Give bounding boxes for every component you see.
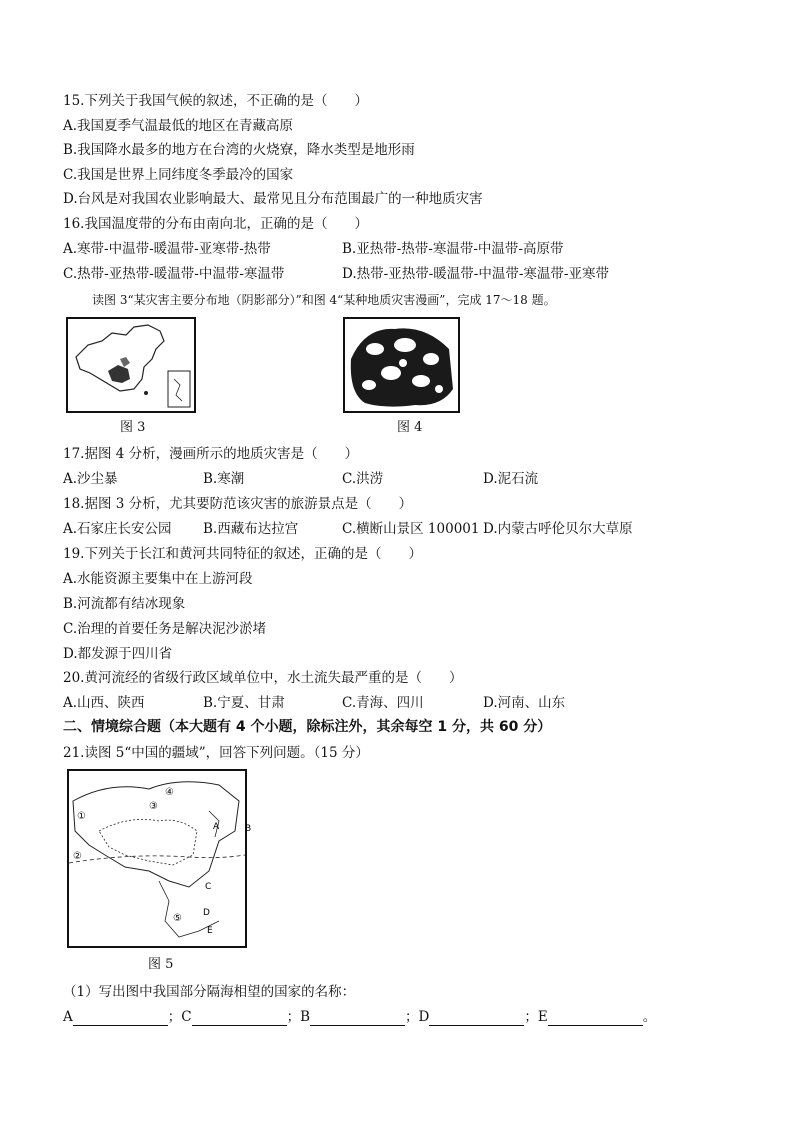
map-label-circle-3: ③ [149,801,158,812]
answer-blank-a[interactable] [73,1011,168,1026]
q16-option-c[interactable]: C.热带-亚热带-暖温带-中温带-寒温带 [63,266,285,282]
answer-blank-c[interactable] [192,1011,287,1026]
map-label-circle-1: ① [77,811,86,822]
q15-option-c[interactable]: C.我国是世界上同纬度冬季最冷的国家 [63,167,294,183]
q17-stem: 17.据图 4 分析，漫画所示的地质灾害是（ ） [63,446,359,462]
answer-label-e: ；E [524,1009,548,1025]
map-label-e: E [207,926,213,936]
disaster-shaded-area [108,365,130,383]
q21-stem: 21.读图 5“中国的疆域”，回答下列问题。（15 分） [63,745,369,761]
q16-option-a[interactable]: A.寒带-中温带-暖温带-亚寒带-热带 [63,241,271,257]
q20-option-c[interactable]: C.青海、四川 [342,695,424,711]
map-label-b: B [245,824,252,834]
answer-blank-b[interactable] [310,1011,405,1026]
figure-4-caption: 图 4 [397,420,423,435]
q20-option-b[interactable]: B.宁夏、甘肃 [203,695,285,711]
intro-17-18: 读图 3“某灾害主要分布地（阴影部分）”和图 4“某种地质灾害漫画”，完成 17～18 题。 [92,293,556,307]
q15-option-d[interactable]: D.台风是对我国农业影响最大、最常见且分布范围最广的一种地质灾害 [63,191,483,207]
q19-option-d[interactable]: D.都发源于四川省 [63,646,173,662]
q19-option-b[interactable]: B.河流都有结冰现象 [63,596,186,612]
figure-3-map [66,317,196,413]
map-label-circle-4: ④ [165,787,174,798]
q18-option-d[interactable]: D.内蒙古呼伦贝尔大草原 [483,521,633,537]
map-label-circle-2: ② [73,851,82,862]
q18-stem: 18.据图 3 分析，尤其要防范该灾害的旅游景点是（ ） [63,496,413,512]
map-label-a: A [213,822,220,832]
map-label-d: D [203,908,210,918]
q18-option-c[interactable]: C.横断山景区 100001 [342,521,480,537]
section-2-heading: 二、情境综合题（本大题有 4 个小题，除标注外，其余每空 1 分，共 60 分） [63,719,552,735]
q16-option-b[interactable]: B.亚热带-热带-寒温带-中温带-高原带 [342,241,564,257]
answer-label-d: ；D [405,1009,430,1025]
debris-flow-cartoon [345,319,458,411]
q19-option-c[interactable]: C.治理的首要任务是解决泥沙淤堵 [63,621,267,637]
q20-option-a[interactable]: A.山西、陕西 [63,695,145,711]
q18-option-b[interactable]: B.西藏布达拉宫 [203,521,299,537]
q19-stem: 19.下列关于长江和黄河共同特征的叙述，正确的是（ ） [63,546,422,562]
q17-option-a[interactable]: A.沙尘暴 [63,471,118,487]
china-territory-drawing [69,771,252,946]
q15-option-a[interactable]: A.我国夏季气温最低的地区在青藏高原 [63,118,294,134]
china-map-drawing [68,319,194,411]
q21-sub1: （1）写出图中我国部分隔海相望的国家的名称： [63,984,356,1000]
answer-label-b: ；B [286,1009,311,1025]
q16-option-d[interactable]: D.热带-亚热带-暖温带-中温带-寒温带-亚寒带 [342,266,609,282]
q17-option-c[interactable]: C.洪涝 [342,471,384,487]
figure-5-map [67,769,252,948]
map-label-c: C [205,882,212,892]
figure-5-caption: 图 5 [148,957,174,972]
q19-option-a[interactable]: A.水能资源主要集中在上游河段 [63,571,253,587]
q20-stem: 20.黄河流经的省级行政区域单位中，水土流失最严重的是（ ） [63,670,463,686]
q20-option-d[interactable]: D.河南、山东 [483,695,566,711]
answer-label-a: A [63,1009,73,1025]
answer-blank-e[interactable] [548,1011,643,1026]
answer-end: 。 [642,1009,657,1025]
q15-option-b[interactable]: B.我国降水最多的地方在台湾的火烧寮，降水类型是地形雨 [63,142,415,158]
q16-stem: 16.我国温度带的分布由南向北，正确的是（ ） [63,216,368,232]
answer-label-c: ；C [167,1009,192,1025]
map-label-circle-5: ⑤ [173,913,182,924]
figure-3-caption: 图 3 [120,420,146,435]
q17-option-d[interactable]: D.泥石流 [483,471,539,487]
answer-blank-d[interactable] [429,1011,524,1026]
q17-option-b[interactable]: B.寒潮 [203,471,245,487]
figure-4-cartoon [343,317,460,413]
q21-answer-row [63,1008,656,1026]
q15-stem: 15.下列关于我国气候的叙述，不正确的是（ ） [63,93,368,109]
q18-option-a[interactable]: A.石家庄长安公园 [63,521,172,537]
